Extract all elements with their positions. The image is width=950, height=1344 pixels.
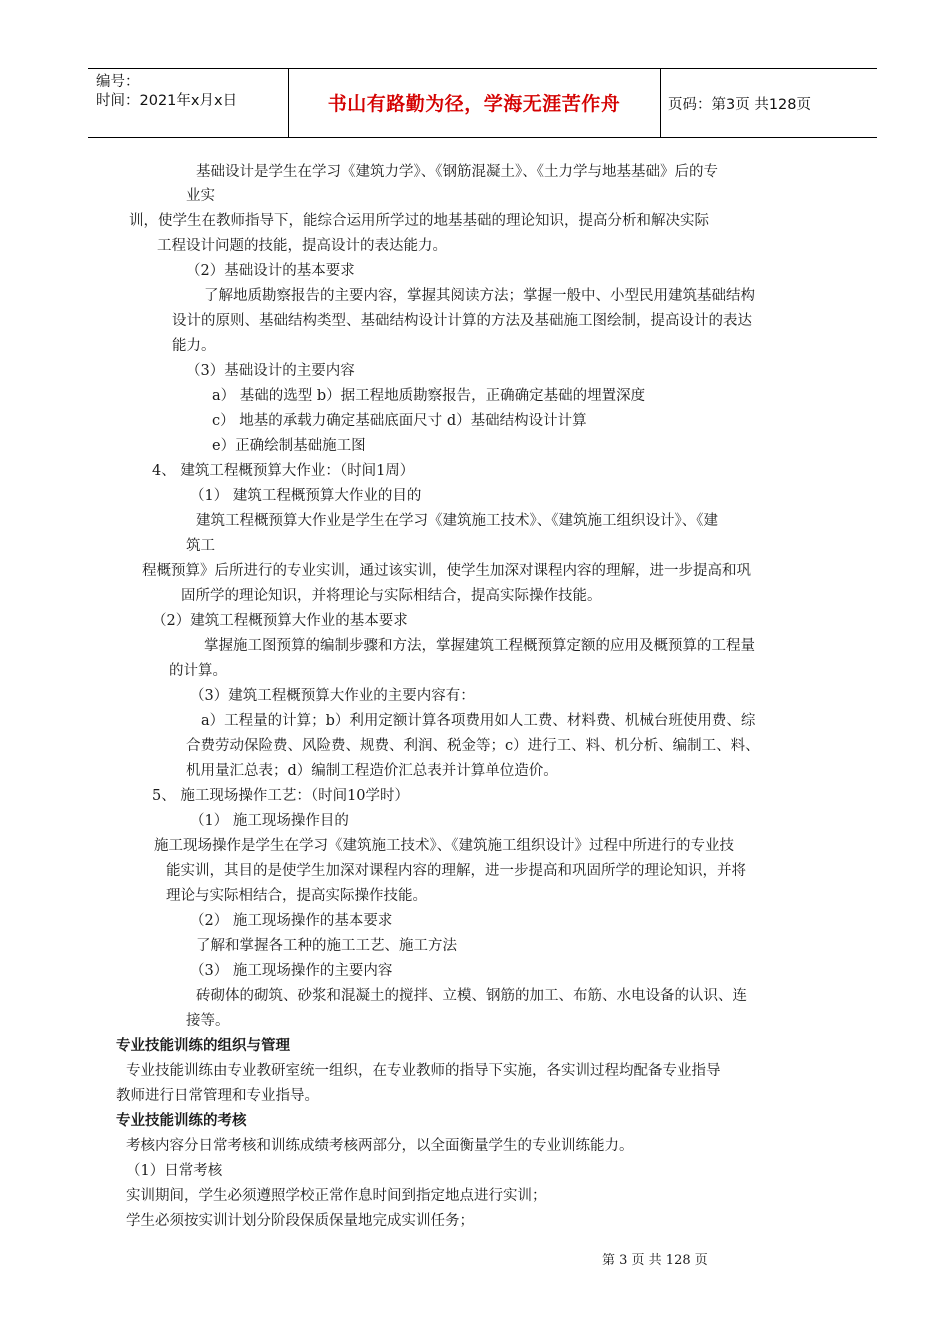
page-indicator: 页码：第3页 共128页 [668, 97, 812, 113]
subheading: （3）建筑工程概预算大作业的主要内容有： [190, 688, 475, 704]
section-title: 专业技能训练的考核 [116, 1113, 247, 1129]
time-label: 时间：2021年x月x日 [96, 93, 238, 109]
body-line: 了解地质勘察报告的主要内容，掌握其阅读方法；掌握一般中、小型民用建筑基础结构 [204, 288, 755, 304]
subheading: （2）建筑工程概预算大作业的基本要求 [152, 613, 408, 629]
body-line: 掌握施工图预算的编制步骤和方法，掌握建筑工程概预算定额的应用及概预算的工程量 [204, 638, 755, 654]
body-line: 设计的原则、基础结构类型、基础结构设计计算的方法及基础施工图绘制，提高设计的表达 [172, 313, 752, 329]
section-title: 专业技能训练的组织与管理 [116, 1038, 290, 1054]
section-heading: 4、 建筑工程概预算大作业：（时间1周） [152, 463, 415, 479]
body-line: 固所学的理论知识，并将理论与实际相结合，提高实际操作技能。 [181, 588, 602, 604]
body-line: 能实训，其目的是使学生加深对课程内容的理解，进一步提高和巩固所学的理论知识，并将 [166, 863, 746, 879]
subheading: （3） 施工现场操作的主要内容 [190, 963, 393, 979]
subheading: （2）基础设计的基本要求 [186, 263, 355, 279]
subheading: （1） 施工现场操作目的 [190, 813, 349, 829]
subheading: （3）基础设计的主要内容 [186, 363, 355, 379]
header-meta [96, 73, 237, 111]
subheading: （1） 建筑工程概预算大作业的目的 [190, 488, 422, 504]
body-line: 能力。 [172, 338, 216, 354]
section-heading: 5、 施工现场操作工艺：（时间10学时） [152, 788, 410, 804]
body-line: 基础设计是学生在学习《建筑力学》、《钢筋混凝土》、《土力学与地基基础》后的专 [196, 164, 718, 180]
list-item: c） 地基的承载力确定基础底面尺寸 d）基础结构设计计算 [212, 413, 587, 429]
body-line: 了解和掌握各工种的施工工艺、施工方法 [196, 938, 457, 954]
body-line: 砖砌体的砌筑、砂浆和混凝土的搅拌、立模、钢筋的加工、布筋、水电设备的认识、连 [196, 988, 747, 1004]
header-divider [660, 69, 661, 137]
body-line: 工程设计问题的技能，提高设计的表达能力。 [157, 238, 447, 254]
body-line: 理论与实际相结合，提高实际操作技能。 [166, 888, 427, 904]
page-footer: 第 3 页 共 128 页 [602, 1253, 708, 1268]
body-line: 学生必须按实训计划分阶段保质保量地完成实训任务； [126, 1213, 474, 1229]
header-motto: 书山有路勤为径，学海无涯苦作舟 [327, 93, 621, 115]
body-line: 机用量汇总表；d）编制工程造价汇总表并计算单位造价。 [186, 763, 558, 779]
list-item: e）正确绘制基础施工图 [212, 438, 366, 454]
body-line: 合费劳动保险费、风险费、规费、利润、税金等；c）进行工、料、机分析、编制工、料、 [186, 738, 760, 754]
body-line: 施工现场操作是学生在学习《建筑施工技术》、《建筑施工组织设计》过程中所进行的专业技 [154, 838, 734, 854]
body-line: 教师进行日常管理和专业指导。 [116, 1088, 319, 1104]
body-line: a）工程量的计算；b）利用定额计算各项费用如人工费、材料费、机械台班使用费、综 [201, 713, 756, 729]
page-header [88, 68, 877, 138]
subheading: （1）日常考核 [126, 1163, 223, 1179]
body-line: 考核内容分日常考核和训练成绩考核两部分，以全面衡量学生的专业训练能力。 [126, 1138, 634, 1154]
body-line: 专业技能训练由专业教研室统一组织，在专业教师的指导下实施，各实训过程均配备专业指导 [126, 1063, 721, 1079]
number-label: 编号： [96, 74, 140, 90]
body-line: 筑工 [186, 538, 215, 554]
body-line: 程概预算》后所进行的专业实训，通过该实训，使学生加深对课程内容的理解，进一步提高和巩 [142, 563, 751, 579]
body-line: 的计算。 [169, 663, 227, 679]
body-line: 训，使学生在教师指导下，能综合运用所学过的地基基础的理论知识，提高分析和解决实际 [129, 213, 709, 229]
body-line: 业实 [186, 188, 215, 204]
list-item: a） 基础的选型 b）据工程地质勘察报告，正确确定基础的埋置深度 [212, 388, 646, 404]
body-line: 实训期间，学生必须遵照学校正常作息时间到指定地点进行实训； [126, 1188, 547, 1204]
body-line: 接等。 [186, 1013, 230, 1029]
body-line: 建筑工程概预算大作业是学生在学习《建筑施工技术》、《建筑施工组织设计》、《建 [196, 513, 718, 529]
subheading: （2） 施工现场操作的基本要求 [190, 913, 393, 929]
